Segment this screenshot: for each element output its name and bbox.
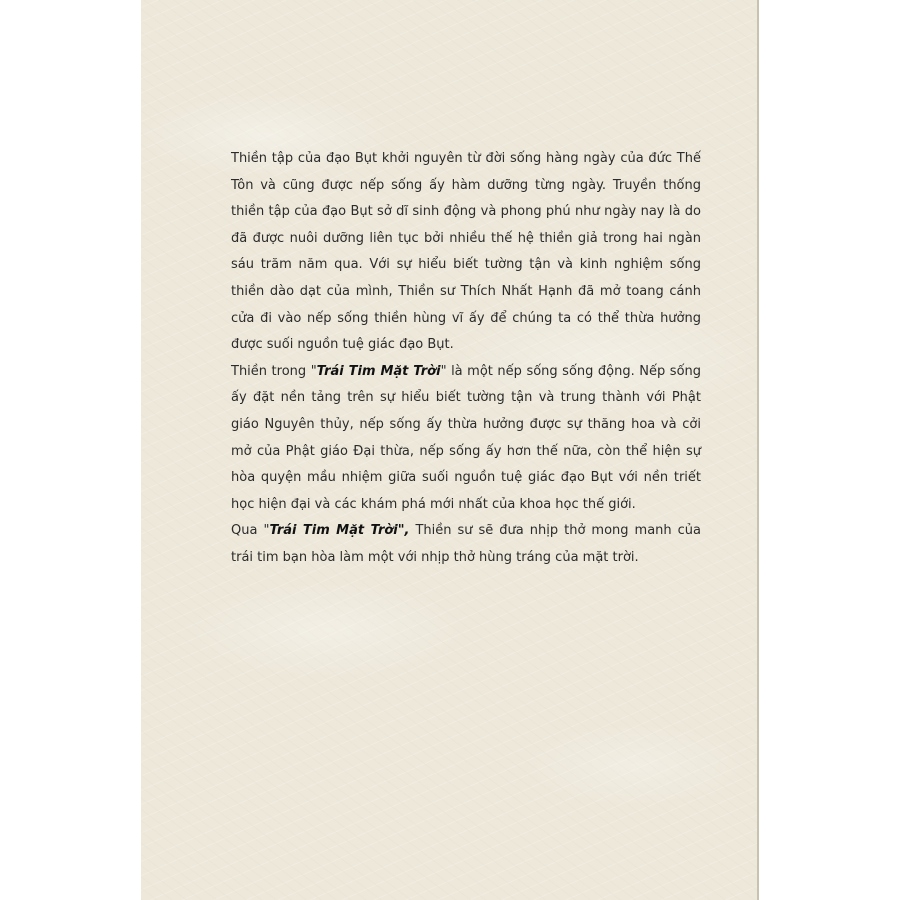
book-title: Trái Tim Mặt Trời [316, 363, 441, 379]
book-title: Trái Tim Mặt Trời", [269, 523, 410, 539]
book-page [141, 0, 759, 900]
paragraph-living-practice [231, 359, 701, 519]
paragraph-intro: Thiền tập của đạo Bụt khởi nguyên từ đời sống hàng ngày của đức Thế Tôn và cũng được nếp sống ấy hàm dưỡng từng ngày. Truyền thống thiền tập của đạo Bụt sở dĩ sinh động và phong phú như ngày nay là do đã được nuôi dưỡng liên tục bởi nhiều thế hệ thiền giả trong hai ngàn sáu trăm năm qua. Với sự hiểu biết tường tận và kinh nghiệm sống thiền dào dạt của mình, Thiền sư Thích Nhất Hạnh đã mở toang cánh cửa đi vào nếp sống thiền hùng vĩ ấy để chúng ta có thể thừa hưởng được suối nguồn tuệ giác đạo Bụt. [231, 151, 701, 353]
paragraph-text: Qua " [231, 523, 270, 539]
page-edge [757, 0, 759, 900]
paragraph-closing [231, 518, 701, 571]
paragraph-text: Thiền trong " [231, 363, 317, 379]
paragraph-text: " là một nếp sống sống động. Nếp sống ấy đặt nền tảng trên sự hiểu biết tường tận và trung thành với Phật giáo Nguyên thủy, nếp sống ấy thừa hưởng được sự thăng hoa và cởi mở của Phật giáo Đại thừa, nếp sống ấy hơn thế nữa, còn thể hiện sự hòa quyện mầu nhiệm giữa suối nguồn tuệ giác đạo Bụt với nền triết học hiện đại và các khám phá mới nhất của khoa học thế giới. [231, 363, 702, 512]
paragraph-text: Thiền sư sẽ đưa nhịp thở mong manh của trái tim bạn hòa làm một với nhịp thở hùng tráng của mặt trời. [231, 523, 701, 565]
book-description [231, 146, 701, 572]
